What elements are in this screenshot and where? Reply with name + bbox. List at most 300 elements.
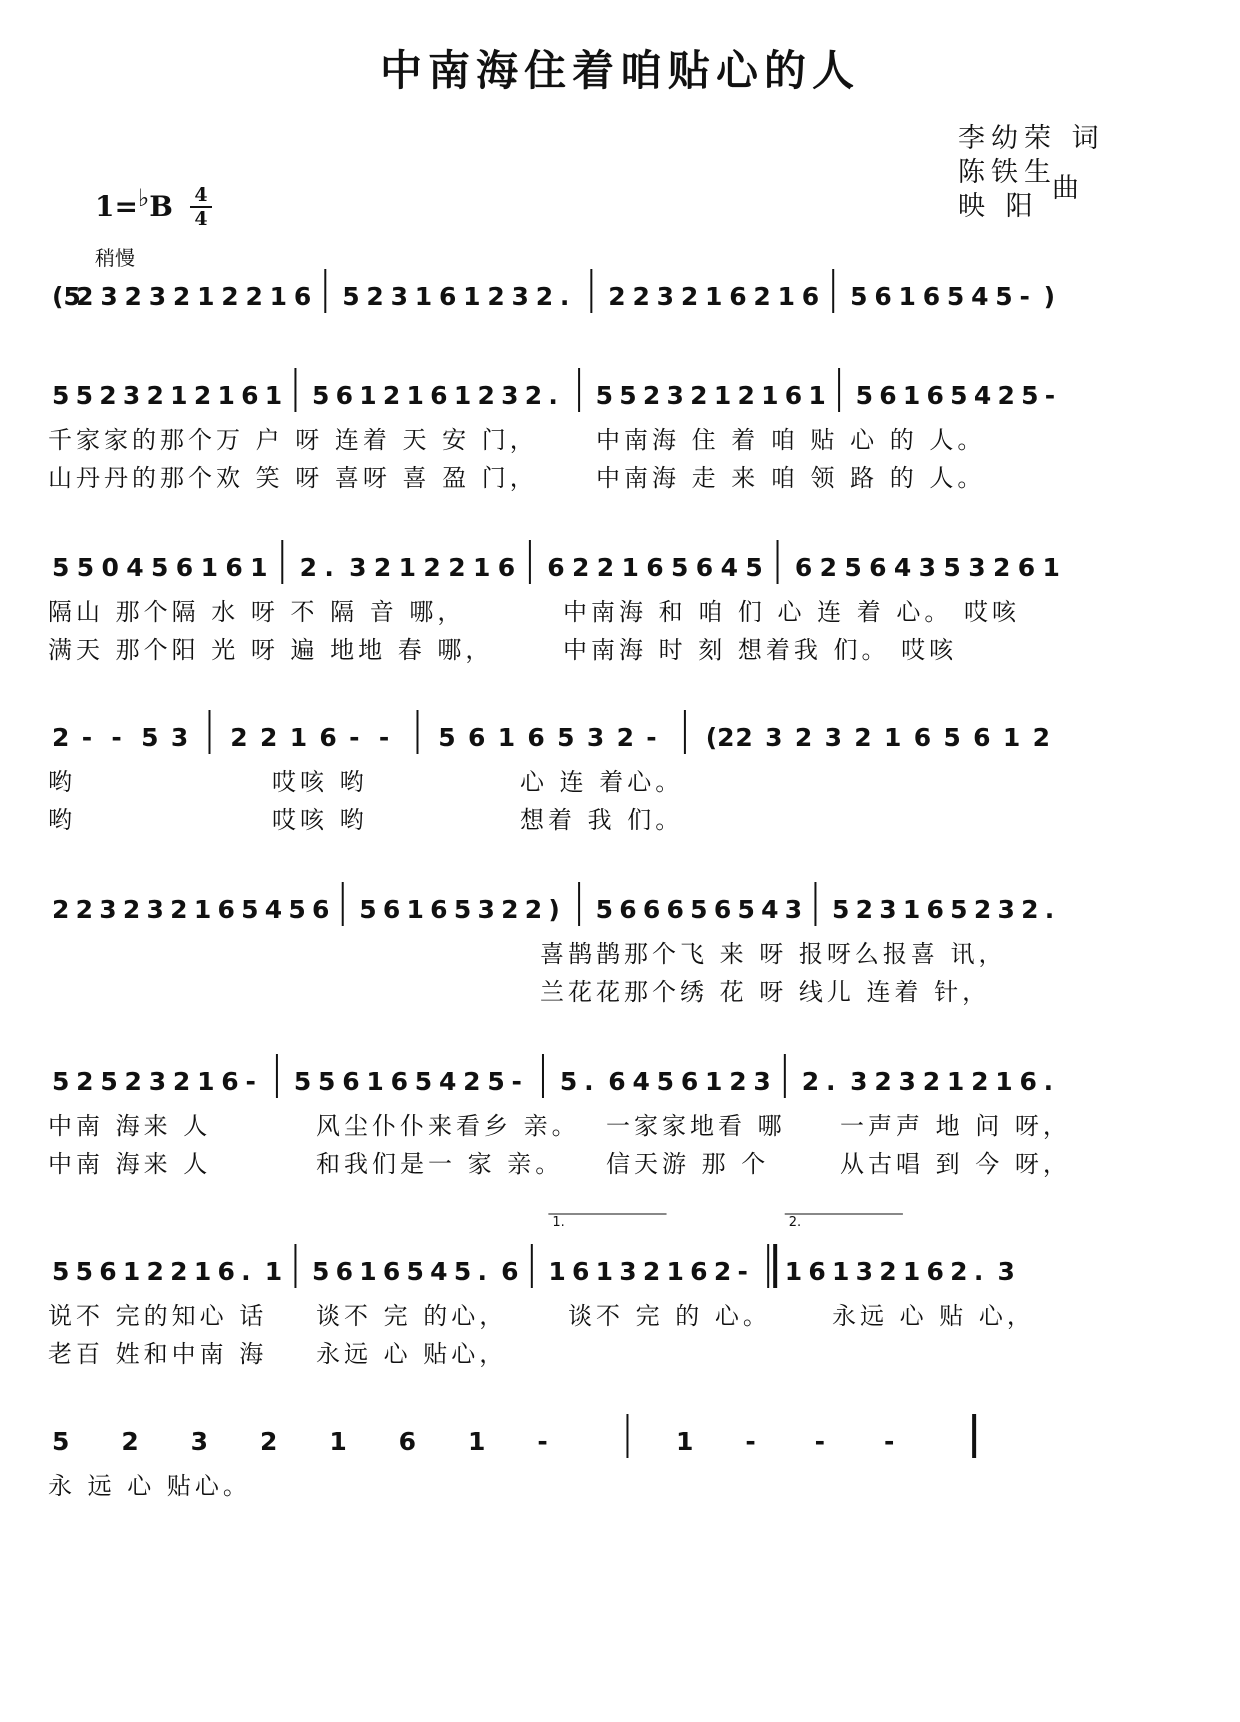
notation-token: 5 [950,895,968,924]
notation-token: 6 [808,1257,826,1286]
notation-token: 2 [854,723,872,752]
lyric-text: 一家家地看 哪 [606,1112,786,1140]
notation-token: - [245,1067,256,1096]
lyric-text: 中南 海来 人 [48,1112,212,1140]
notation-token: 2 [971,1067,989,1096]
notation-token: 1 [289,723,308,752]
notation-token: 5 [241,895,259,924]
lyric-text: 风尘仆仆来看乡 亲。 [316,1112,580,1140]
notation-token: 3 [997,1257,1015,1286]
notation-token: 1 [705,282,723,311]
notation-token: 3 [753,1067,771,1096]
lyric-text: 满天 那个阳 光 呀 遍 地地 春 哪， [48,636,494,664]
notation-token: 2 [172,1067,191,1096]
notation-token: 6 [666,895,684,924]
notation-token: 6 [572,1257,590,1286]
notation-token: 3 [918,553,937,582]
notation-token: 6 [398,1427,417,1456]
notation-token: 5 [414,1067,433,1096]
notation-token: 2 [170,1257,188,1286]
notation-token: . [825,1067,836,1096]
notation-token: . [584,1067,594,1096]
notation-token: 2 [172,282,191,311]
lyric-text: 哎咳 哟 [272,768,368,796]
notation-token: 5 [453,1257,472,1286]
notation-token: 1 [463,282,481,311]
notation-token: . [324,553,334,582]
notation-token: 3 [968,553,986,582]
notation-token: 5 [844,553,862,582]
notation-token: 3 [784,895,803,924]
notation-token: 3 [824,723,842,752]
notation-token: 6 [926,1257,944,1286]
notation-token: 5 [487,1067,505,1096]
notation-token: 6 [619,895,637,924]
key-prefix: 1= [95,190,138,223]
notation-token: 5 [141,723,159,752]
notation-token: 3 [148,1067,167,1096]
notation-token: 5 [75,381,94,410]
notation-token: . [477,1257,487,1286]
lyric-text: 中南海 和 咱 们 心 连 着 心。 哎咳 [563,598,1021,626]
notation-token: 6 [225,553,243,582]
notation-token: 1 [898,282,916,311]
notation-token: 5 [850,282,868,311]
notation-token: (5 [52,282,81,311]
notation-token: ) [1043,282,1056,311]
notation-token: 5 [293,1067,312,1096]
notation-token: 1 [777,282,795,311]
notation-token: 5 [595,895,614,924]
notation-token: 1 [197,282,215,311]
notation-token: 2 [146,381,164,410]
notation-token: 5 [453,895,472,924]
notation-token: 2 [260,1427,278,1456]
notation-token: 1 [217,381,235,410]
notation-token: - [745,1427,756,1456]
notation-token: 3 [148,282,167,311]
notation-token: 6 [382,895,401,924]
notation-token: ) [548,895,560,924]
notation-token: 1 [705,1067,723,1096]
notation-token: 3 [390,282,409,311]
notation-token: 1 [264,1257,283,1286]
notation-token: 1 [122,1257,141,1286]
notation-token: 5 [950,381,968,410]
notation-token: 6 [382,1257,401,1286]
notation-token: (2 [705,723,735,752]
notation-token: 6 [874,282,892,311]
notation-token: - [646,723,657,752]
notation-token: 5 [100,1067,118,1096]
notation-token: 2 [680,282,699,311]
notation-token: - [737,1257,748,1286]
notation-token: 1 [761,381,779,410]
lyric-text: 兰花花那个绣 花 呀 线儿 连着 针， [540,978,991,1006]
notation-token: 3 [855,1257,874,1286]
lyric-text: 中南海 时 刻 想着我 们。 哎咳 [563,636,958,664]
notation-token: 2 [735,723,753,752]
notation-token: 1 [406,895,424,924]
notation-token: 2 [382,381,401,410]
lyric-text: 一声声 地 问 呀， [840,1112,1071,1140]
lyric-text: 千家家的那个万 户 呀 连着 天 安 门， [48,426,538,454]
notation-token: 2 [713,1257,732,1286]
notation-token: 3 [586,723,605,752]
notation-token: 1 [548,1257,566,1286]
notation-token: 6 [293,282,312,311]
notation-token: - [537,1427,548,1456]
notation-token: 5 [946,282,965,311]
notation-token: 6 [680,1067,699,1096]
notation-token: 6 [922,282,941,311]
lyric-text: 永 远 心 贴心。 [48,1472,251,1500]
notation-token: 1 [453,381,472,410]
notation-token: 5 [656,1067,675,1096]
notation-token: 2 [52,723,70,752]
notation-token: 1 [170,381,188,410]
lyric-text: 信天游 那 个 [606,1150,770,1178]
notation-token: 4 [720,553,738,582]
notation-token: 6 [608,1067,626,1096]
notation-token: 4 [971,282,989,311]
tempo-marking: 稍慢 [95,246,135,270]
notation-token: 6 [1017,553,1036,582]
lyric-text: 中南 海来 人 [48,1150,212,1178]
notation-token: 5 [855,381,874,410]
notation-token: . [973,1257,984,1286]
notation-token: 3 [190,1427,209,1456]
notation-token: 2 [124,1067,142,1096]
notation-token: 2 [997,381,1015,410]
notation-token: 6 [217,895,235,924]
notation-token: 5 [318,1067,336,1096]
notation-token: 6 [335,381,354,410]
notation-token: 6 [217,1257,235,1286]
notation-token: 3 [850,1067,868,1096]
notation-token: 2 [124,282,142,311]
notation-token: 3 [656,282,675,311]
composer-credit-1: 陈铁生 [958,157,1057,188]
notation-token: 6 [547,553,565,582]
notation-token: 2 [76,282,94,311]
notation-token: 3 [99,895,117,924]
notation-token: 2 [1021,895,1039,924]
notation-token: 6 [913,723,932,752]
notation-token: 5 [832,895,850,924]
notation-token: 6 [926,381,944,410]
notation-token: 2 [524,895,543,924]
lyric-text: 山丹丹的那个欢 笑 呀 喜呀 喜 盈 门， [48,464,538,492]
notation-token: 5 [312,381,330,410]
notation-token: 3 [146,895,164,924]
notation-token: 2 [535,282,554,311]
lyric-text: 谈不 完 的心， [316,1302,508,1330]
notation-token: 2 [366,282,384,311]
notation-token: - [1019,282,1030,311]
notation-token: 2 [221,282,239,311]
notation-token: 5 [557,723,575,752]
notation-token: 4 [438,1067,457,1096]
notation-token: 5 [671,553,689,582]
lyric-text: 隔山 那个隔 水 呀 不 隔 音 哪， [48,598,466,626]
notation-token: 6 [926,895,944,924]
notation-token: 2 [642,1257,661,1286]
notation-token: 5 [52,553,70,582]
lyric-text: 哟 [48,806,76,834]
notation-token: 6 [438,282,457,311]
notation-token: 2 [230,723,248,752]
lyricist-credit: 李幼荣 词 [958,123,1105,154]
notation-token: - [814,1427,826,1456]
notation-token: 1 [250,553,268,582]
notation-token: 1 [193,1257,212,1286]
volta-label: 2. [788,1215,802,1230]
notation-token: 2 [76,1067,94,1096]
notation-token: 6 [501,1257,519,1286]
notation-token: 4 [264,895,283,924]
notation-token: 1 [832,1257,850,1286]
notation-token: 5 [75,1257,94,1286]
notation-token: 2 [170,895,188,924]
notation-token: 3 [477,895,495,924]
notation-token: 6 [319,723,337,752]
notation-token: 1 [902,895,921,924]
notation-token: - [111,723,122,752]
notation-token: 2 [616,723,634,752]
lyric-text: 哎咳 哟 [272,806,368,834]
notation-token: 1 [197,1067,215,1096]
notation-token: 5 [943,553,961,582]
notation-token: 2 [608,282,626,311]
lyric-text: 说不 完的知心 话 [48,1302,268,1330]
notation-token: 1 [713,381,732,410]
notation-token: 2 [463,1067,481,1096]
notation-token: 2 [729,1067,747,1096]
notation-token: 5 [406,1257,424,1286]
notation-token: 1 [784,1257,803,1286]
notation-token: 6 [312,895,330,924]
notation-token: 1 [621,553,639,582]
notation-token: 1 [366,1067,384,1096]
notation-token: 3 [349,553,367,582]
notation-token: 2 [819,553,838,582]
notation-token: 2 [99,381,117,410]
composer-suffix: 曲 [1052,173,1085,204]
lyric-text: 想着 我 们。 [520,806,684,834]
notation-token: 2 [260,723,278,752]
notation-token: 1 [1002,723,1021,752]
notation-token: 6 [869,553,887,582]
notation-token: 1 [264,381,283,410]
notation-token: 2 [794,723,813,752]
notation-token: . [1043,1067,1054,1096]
notation-token: 1 [468,1427,486,1456]
notation-token: 4 [893,553,912,582]
notation-token: 5 [312,1257,330,1286]
notation-token: 2 [501,895,519,924]
notation-token: 2 [423,553,441,582]
notation-token: . [548,381,558,410]
notation-token: 5 [1021,381,1039,410]
notation-token: 5 [619,381,637,410]
notation-token: 1 [676,1427,694,1456]
notation-token: 1 [414,282,433,311]
notation-token: 2 [299,553,318,582]
notation-token: 3 [997,895,1015,924]
notation-token: 6 [690,1257,708,1286]
notation-token: 6 [973,723,991,752]
notation-token: 2 [801,1067,820,1096]
key-note: B [149,190,173,223]
notation-token: 1 [1042,553,1060,582]
notation-token: 1 [359,1257,377,1286]
notation-token: - [1044,381,1056,410]
notation-token: 6 [1019,1067,1037,1096]
notation-token: 1 [193,895,212,924]
notation-token: 6 [241,381,259,410]
notation-token: 5 [559,1067,578,1096]
notation-token: 1 [269,282,288,311]
notation-token: 5 [76,553,95,582]
lyric-text: 从古唱 到 今 呀， [840,1150,1071,1178]
notation-token: 4 [632,1067,650,1096]
notation-token: 2 [193,381,212,410]
notation-token: 1 [884,723,902,752]
notation-token: 6 [99,1257,117,1286]
notation-token: 1 [200,553,218,582]
notation-token: 1 [995,1067,1013,1096]
notation-token: 6 [801,282,820,311]
notation-token: 5 [359,895,377,924]
time-signature-top: 4 [194,184,208,206]
notation-token: - [511,1067,522,1096]
notation-token: 6 [175,553,194,582]
notation-token: 6 [221,1067,239,1096]
notation-token: 5 [745,553,763,582]
notation-token: 6 [468,723,486,752]
notation-token: 2 [879,1257,897,1286]
notation-token: 1 [398,553,417,582]
notation-token: 2 [121,1427,139,1456]
notation-token: 2 [737,381,755,410]
notation-token: 4 [973,381,992,410]
notation-token: 2 [245,282,263,311]
notation-token: 5 [52,381,70,410]
notation-token: 6 [713,895,732,924]
song-title: 中南海住着咱贴心的人 [379,46,860,95]
notation-token: 5 [595,381,614,410]
notation-token: 6 [527,723,545,752]
notation-token: 6 [879,381,897,410]
notation-token: 5 [737,895,755,924]
notation-token: 2 [477,381,495,410]
notation-token: 5 [151,553,169,582]
notation-token: 3 [501,381,519,410]
notation-token: 5 [943,723,961,752]
lyric-text: 永远 心 贴心， [316,1340,508,1368]
notation-token: 6 [784,381,803,410]
notation-token: 6 [729,282,747,311]
notation-token: 1 [808,381,826,410]
time-signature-bottom: 4 [194,208,208,230]
notation-token: 3 [619,1257,637,1286]
notation-token: 3 [765,723,783,752]
lyric-text: 中南海 走 来 咱 领 路 的 人。 [596,464,986,492]
notation-token: 3 [879,895,897,924]
notation-token: 4 [430,1257,448,1286]
notation-token: 2 [487,282,505,311]
notation-token: 2 [146,1257,164,1286]
notation-token: 1 [406,381,424,410]
notation-token: 1 [329,1427,347,1456]
notation-token: 3 [511,282,529,311]
lyric-text: 心 连 着心。 [520,768,684,796]
volta-label: 1. [552,1215,565,1230]
lyric-text: 中南海 住 着 咱 贴 心 的 人。 [596,426,986,454]
notation-token: . [1044,895,1055,924]
lyric-text: 老百 姓和中南 海 [48,1340,268,1368]
notation-token: 6 [794,553,813,582]
notation-token: 2 [690,381,708,410]
notation-token: 2 [596,553,615,582]
notation-token: 2 [992,553,1011,582]
notation-token: 3 [170,723,189,752]
notation-token: 2 [448,553,466,582]
notation-token: 1 [497,723,516,752]
notation-token: 2 [632,282,650,311]
notation-token: 6 [642,895,661,924]
notation-token: 0 [101,553,119,582]
notation-token: 2 [973,895,992,924]
notation-token: 5 [995,282,1013,311]
notation-token: 1 [359,381,377,410]
notation-token: 2 [122,895,141,924]
notation-token: 1 [902,1257,921,1286]
notation-token: 2 [874,1067,892,1096]
notation-token: 2 [922,1067,941,1096]
notation-token: - [81,723,93,752]
notation-token: 1 [666,1257,684,1286]
flat-icon: ♭ [137,183,150,212]
notation-token: 2 [1032,723,1050,752]
notation-token: 1 [946,1067,965,1096]
notation-token: 2 [524,381,543,410]
notation-token: 5 [52,1257,70,1286]
notation-token: 5 [288,895,306,924]
lyric-text: 哟 [48,768,76,796]
notation-token: 6 [390,1067,409,1096]
notation-token: 5 [342,282,360,311]
notation-token: 6 [695,553,714,582]
notation-token: 6 [430,381,448,410]
notation-token: 5 [52,1067,70,1096]
notation-token: 1 [472,553,491,582]
lyric-text: 喜鹊鹊那个飞 来 呀 报呀么报喜 讯， [540,940,1007,968]
notation-token: 5 [438,723,456,752]
notation-token: . [241,1257,251,1286]
notation-token: 2 [642,381,661,410]
notation-token: 3 [122,381,141,410]
notation-token: 6 [335,1257,354,1286]
lyric-text: 谈不 完 的 心。 [568,1302,771,1330]
notation-token: 4 [761,895,779,924]
notation-token: 6 [430,895,448,924]
notation-token: 2 [855,895,874,924]
notation-token: 2 [950,1257,968,1286]
notation-token: 2 [572,553,590,582]
notation-token: - [884,1427,895,1456]
